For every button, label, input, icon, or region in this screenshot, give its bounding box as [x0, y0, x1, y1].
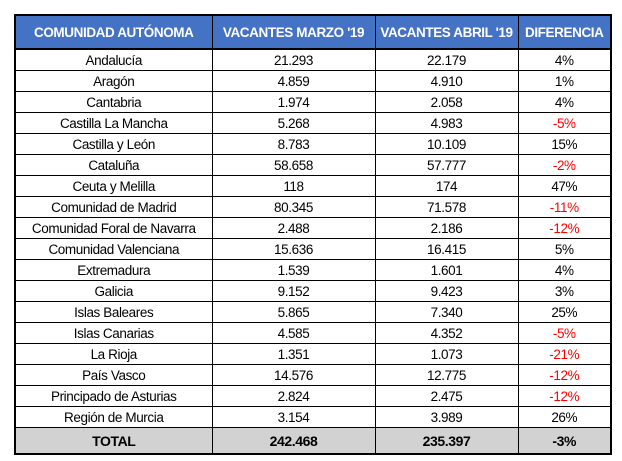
april-vacancies-cell: 7.340	[375, 302, 518, 323]
table-row	[15, 71, 611, 92]
difference-cell: 4%	[518, 92, 611, 113]
difference-cell: -12%	[518, 218, 611, 239]
region-cell: Región de Murcia	[15, 407, 212, 428]
march-vacancies-cell: 4.585	[212, 323, 375, 344]
difference-cell: 3%	[518, 281, 611, 302]
region-cell: Extremadura	[15, 260, 212, 281]
difference-cell: 25%	[518, 302, 611, 323]
region-cell: País Vasco	[15, 365, 212, 386]
table-row	[15, 155, 611, 176]
march-vacancies-cell: 15.636	[212, 239, 375, 260]
column-header-region: COMUNIDAD AUTÓNOMA	[15, 15, 212, 49]
total-row	[15, 428, 611, 455]
difference-cell: -5%	[518, 113, 611, 134]
table-row	[15, 239, 611, 260]
march-vacancies-cell: 3.154	[212, 407, 375, 428]
march-vacancies-cell: 1.539	[212, 260, 375, 281]
april-vacancies-cell: 174	[375, 176, 518, 197]
region-cell: Cataluña	[15, 155, 212, 176]
march-vacancies-cell: 5.268	[212, 113, 375, 134]
difference-cell: -12%	[518, 365, 611, 386]
march-vacancies-cell: 14.576	[212, 365, 375, 386]
difference-cell: -12%	[518, 386, 611, 407]
march-vacancies-cell: 2.824	[212, 386, 375, 407]
total-march-cell: 242.468	[212, 428, 375, 455]
march-vacancies-cell: 80.345	[212, 197, 375, 218]
april-vacancies-cell: 9.423	[375, 281, 518, 302]
march-vacancies-cell: 21.293	[212, 49, 375, 71]
header-row	[15, 15, 611, 49]
april-vacancies-cell: 16.415	[375, 239, 518, 260]
region-cell: Comunidad Foral de Navarra	[15, 218, 212, 239]
april-vacancies-cell: 10.109	[375, 134, 518, 155]
region-cell: Comunidad de Madrid	[15, 197, 212, 218]
table-row	[15, 344, 611, 365]
table-row	[15, 281, 611, 302]
march-vacancies-cell: 8.783	[212, 134, 375, 155]
table-row	[15, 134, 611, 155]
region-cell: Principado de Asturias	[15, 386, 212, 407]
vacancies-table-container	[14, 14, 612, 455]
table-body	[15, 49, 611, 428]
region-cell: La Rioja	[15, 344, 212, 365]
table-row	[15, 218, 611, 239]
vacancies-table	[14, 14, 612, 455]
difference-cell: 47%	[518, 176, 611, 197]
march-vacancies-cell: 9.152	[212, 281, 375, 302]
march-vacancies-cell: 4.859	[212, 71, 375, 92]
total-diff-cell: -3%	[518, 428, 611, 455]
region-cell: Ceuta y Melilla	[15, 176, 212, 197]
difference-cell: 15%	[518, 134, 611, 155]
column-header-april: VACANTES ABRIL '19	[375, 15, 518, 49]
table-row	[15, 365, 611, 386]
column-header-march: VACANTES MARZO '19	[212, 15, 375, 49]
april-vacancies-cell: 2.058	[375, 92, 518, 113]
table-row	[15, 386, 611, 407]
table-row	[15, 176, 611, 197]
difference-cell: -2%	[518, 155, 611, 176]
difference-cell: -21%	[518, 344, 611, 365]
march-vacancies-cell: 2.488	[212, 218, 375, 239]
april-vacancies-cell: 1.601	[375, 260, 518, 281]
april-vacancies-cell: 12.775	[375, 365, 518, 386]
april-vacancies-cell: 1.073	[375, 344, 518, 365]
table-row	[15, 407, 611, 428]
total-label-cell: TOTAL	[15, 428, 212, 455]
difference-cell: -11%	[518, 197, 611, 218]
table-row	[15, 92, 611, 113]
april-vacancies-cell: 4.352	[375, 323, 518, 344]
april-vacancies-cell: 4.910	[375, 71, 518, 92]
region-cell: Castilla y León	[15, 134, 212, 155]
april-vacancies-cell: 57.777	[375, 155, 518, 176]
march-vacancies-cell: 1.351	[212, 344, 375, 365]
difference-cell: 4%	[518, 49, 611, 71]
table-row	[15, 323, 611, 344]
difference-cell: 1%	[518, 71, 611, 92]
march-vacancies-cell: 118	[212, 176, 375, 197]
table-row	[15, 113, 611, 134]
table-row	[15, 49, 611, 71]
region-cell: Islas Baleares	[15, 302, 212, 323]
region-cell: Aragón	[15, 71, 212, 92]
april-vacancies-cell: 22.179	[375, 49, 518, 71]
region-cell: Galicia	[15, 281, 212, 302]
difference-cell: 5%	[518, 239, 611, 260]
difference-cell: 4%	[518, 260, 611, 281]
table-row	[15, 302, 611, 323]
table-row	[15, 197, 611, 218]
april-vacancies-cell: 2.186	[375, 218, 518, 239]
april-vacancies-cell: 2.475	[375, 386, 518, 407]
table-row	[15, 260, 611, 281]
april-vacancies-cell: 71.578	[375, 197, 518, 218]
total-april-cell: 235.397	[375, 428, 518, 455]
region-cell: Castilla La Mancha	[15, 113, 212, 134]
region-cell: Comunidad Valenciana	[15, 239, 212, 260]
april-vacancies-cell: 3.989	[375, 407, 518, 428]
region-cell: Islas Canarias	[15, 323, 212, 344]
region-cell: Cantabria	[15, 92, 212, 113]
region-cell: Andalucía	[15, 49, 212, 71]
march-vacancies-cell: 1.974	[212, 92, 375, 113]
april-vacancies-cell: 4.983	[375, 113, 518, 134]
march-vacancies-cell: 5.865	[212, 302, 375, 323]
march-vacancies-cell: 58.658	[212, 155, 375, 176]
difference-cell: -5%	[518, 323, 611, 344]
column-header-diff: DIFERENCIA	[518, 15, 611, 49]
difference-cell: 26%	[518, 407, 611, 428]
